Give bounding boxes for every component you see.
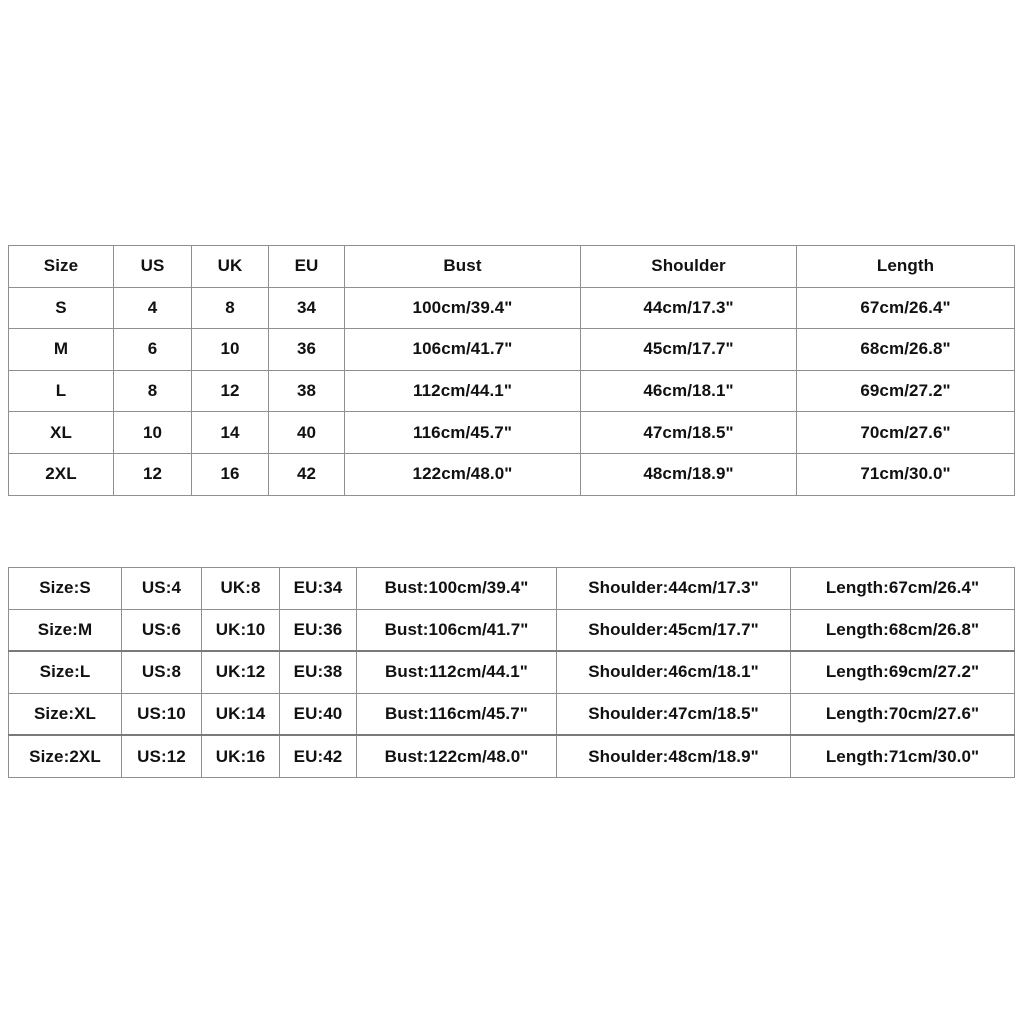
table-cell: 122cm/48.0" [345,453,581,495]
table-cell: 47cm/18.5" [581,412,797,454]
header-cell: US [114,246,192,288]
table-row [9,329,1015,371]
table-cell: 71cm/30.0" [797,453,1015,495]
table-cell: Size:2XL [9,735,122,777]
table-row [9,651,1015,693]
table-cell: UK:12 [202,651,280,693]
header-cell: Shoulder [581,246,797,288]
header-cell: UK [192,246,269,288]
table-cell: Shoulder:46cm/18.1" [557,651,791,693]
table-cell: Bust:106cm/41.7" [357,609,557,651]
table-cell: 48cm/18.9" [581,453,797,495]
table-cell: 6 [114,329,192,371]
table-cell: 40 [269,412,345,454]
table-cell: M [9,329,114,371]
table-cell: 38 [269,370,345,412]
table-cell: 14 [192,412,269,454]
table-cell: US:10 [122,693,202,735]
table-cell: Shoulder:44cm/17.3" [557,568,791,610]
table-cell: 8 [114,370,192,412]
size-chart-table [8,245,1015,496]
table-cell: 42 [269,453,345,495]
table-row [9,412,1015,454]
table-cell: US:12 [122,735,202,777]
table-cell: 69cm/27.2" [797,370,1015,412]
table-cell: 12 [192,370,269,412]
table-cell: 10 [114,412,192,454]
table-cell: Bust:100cm/39.4" [357,568,557,610]
table-cell: UK:16 [202,735,280,777]
table-cell: Length:71cm/30.0" [791,735,1015,777]
table-row [9,609,1015,651]
table-row [9,287,1015,329]
table-cell: 100cm/39.4" [345,287,581,329]
table-cell: EU:42 [280,735,357,777]
table-cell: UK:8 [202,568,280,610]
table-cell: Shoulder:47cm/18.5" [557,693,791,735]
table-header-row [9,246,1015,288]
table-cell: 34 [269,287,345,329]
size-chart-labeled-table [8,567,1015,778]
table-cell: EU:34 [280,568,357,610]
table-cell: Shoulder:48cm/18.9" [557,735,791,777]
table-cell: 116cm/45.7" [345,412,581,454]
table-cell: 36 [269,329,345,371]
table-cell: 70cm/27.6" [797,412,1015,454]
table-cell: Size:M [9,609,122,651]
table-row [9,370,1015,412]
table-cell: 106cm/41.7" [345,329,581,371]
table-cell: Size:XL [9,693,122,735]
table-cell: Bust:122cm/48.0" [357,735,557,777]
header-cell: Bust [345,246,581,288]
table-cell: 4 [114,287,192,329]
table-cell: 46cm/18.1" [581,370,797,412]
table-cell: 2XL [9,453,114,495]
table-cell: US:8 [122,651,202,693]
table-cell: Length:70cm/27.6" [791,693,1015,735]
table-cell: 12 [114,453,192,495]
table-cell: 8 [192,287,269,329]
table-cell: 44cm/17.3" [581,287,797,329]
table-cell: EU:36 [280,609,357,651]
table-row [9,735,1015,777]
table-cell: Bust:116cm/45.7" [357,693,557,735]
table-row [9,453,1015,495]
header-cell: Length [797,246,1015,288]
table-cell: L [9,370,114,412]
table-cell: XL [9,412,114,454]
table-cell: 68cm/26.8" [797,329,1015,371]
table-cell: Bust:112cm/44.1" [357,651,557,693]
table-cell: Size:L [9,651,122,693]
table-cell: UK:10 [202,609,280,651]
table-cell: 10 [192,329,269,371]
table-cell: S [9,287,114,329]
table-cell: 16 [192,453,269,495]
table-row [9,693,1015,735]
header-cell: Size [9,246,114,288]
table-cell: US:4 [122,568,202,610]
table-cell: 67cm/26.4" [797,287,1015,329]
table-cell: EU:40 [280,693,357,735]
table-cell: 45cm/17.7" [581,329,797,371]
table-cell: Shoulder:45cm/17.7" [557,609,791,651]
table-cell: Size:S [9,568,122,610]
table-row [9,568,1015,610]
table-cell: EU:38 [280,651,357,693]
table-cell: US:6 [122,609,202,651]
table-cell: Length:68cm/26.8" [791,609,1015,651]
table-cell: UK:14 [202,693,280,735]
table-cell: Length:67cm/26.4" [791,568,1015,610]
table-cell: 112cm/44.1" [345,370,581,412]
table-cell: Length:69cm/27.2" [791,651,1015,693]
header-cell: EU [269,246,345,288]
